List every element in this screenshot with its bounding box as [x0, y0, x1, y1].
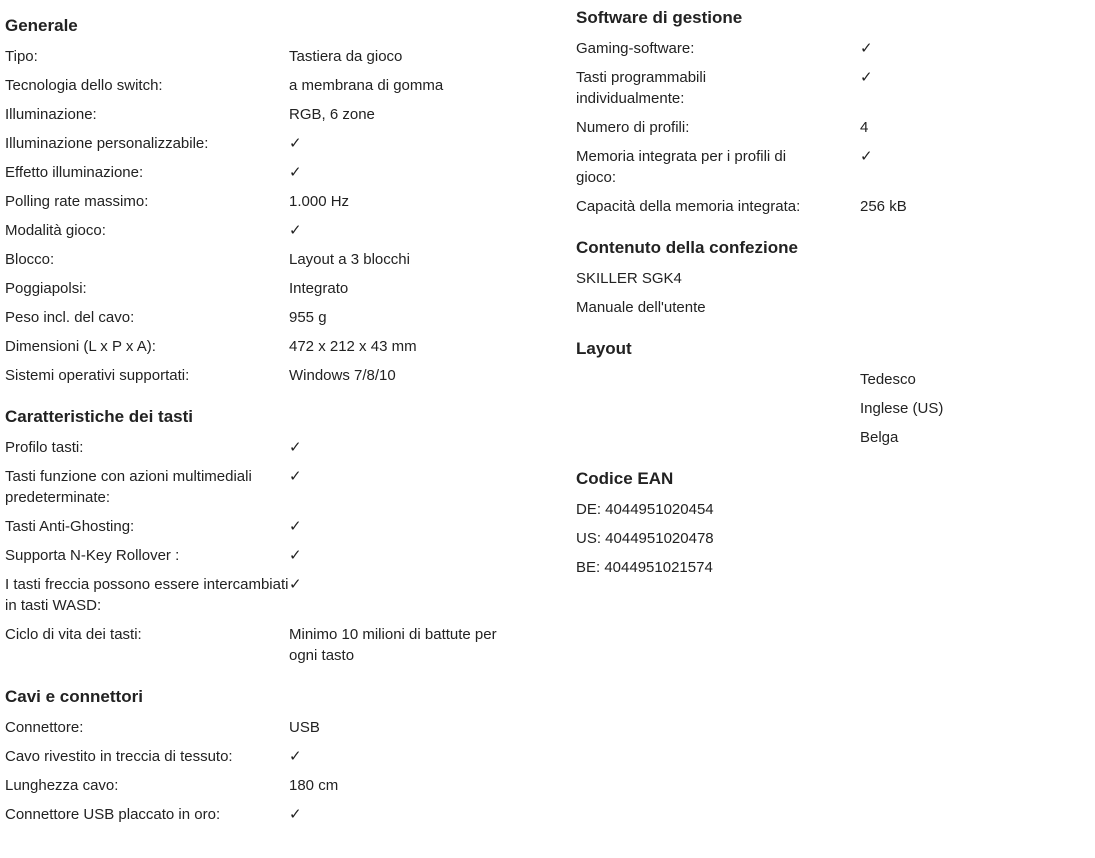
- section-cavi: [5, 674, 545, 825]
- spec-row: [576, 146, 1076, 188]
- section-ean: [576, 456, 1076, 578]
- spec-row: [5, 307, 545, 328]
- check-mark-icon: ✓: [289, 576, 302, 593]
- check-mark-icon: ✓: [289, 518, 302, 535]
- list-item: Inglese (US): [860, 400, 944, 417]
- spec-row: [5, 191, 545, 212]
- spec-row: [5, 104, 545, 125]
- spec-label: Connettore:: [5, 719, 84, 736]
- spec-list-generale: [5, 46, 545, 386]
- spec-label: Poggiapolsi:: [5, 280, 87, 297]
- spec-label: Tasti funzione con azioni multimediali predeterminate:: [5, 468, 252, 506]
- spec-row: [5, 249, 545, 270]
- section-title-tasti: Caratteristiche dei tasti: [5, 407, 194, 426]
- spec-row: [576, 196, 1076, 217]
- spec-label: Ciclo di vita dei tasti:: [5, 626, 142, 643]
- spec-value: 472 x 212 x 43 mm: [289, 338, 417, 355]
- spec-value: Minimo 10 milioni di battute per ogni tasto: [289, 626, 497, 664]
- section-title-cavi: Cavi e connettori: [5, 687, 143, 706]
- spec-value: 4: [860, 119, 869, 136]
- spec-label: Sistemi operativi supportati:: [5, 367, 190, 384]
- spec-row: [576, 117, 1076, 138]
- list-item: Belga: [860, 429, 899, 446]
- spec-value: Tastiera da gioco: [289, 48, 403, 65]
- check-mark-icon: ✓: [289, 222, 302, 239]
- spec-label: Illuminazione personalizzabile:: [5, 135, 209, 152]
- check-mark-icon: ✓: [289, 468, 302, 485]
- spec-list-cavi: [5, 717, 545, 825]
- spec-row: [5, 365, 545, 386]
- spec-row: [576, 67, 1076, 109]
- check-mark-icon: ✓: [860, 40, 873, 57]
- spec-row: [5, 775, 545, 796]
- spec-label: Peso incl. del cavo:: [5, 309, 135, 326]
- section-title-layout: Layout: [576, 339, 632, 358]
- spec-label: Supporta N-Key Rollover :: [5, 547, 180, 564]
- spec-row: [576, 38, 1076, 59]
- section-generale: [5, 0, 545, 386]
- spec-row: [5, 516, 545, 537]
- spec-row: [5, 162, 545, 183]
- spec-label: Polling rate massimo:: [5, 193, 149, 210]
- spec-row: [5, 278, 545, 299]
- spec-label: Tasti Anti-Ghosting:: [5, 518, 135, 535]
- spec-row: [5, 75, 545, 96]
- spec-label: Memoria integrata per i profili di gioco:: [576, 148, 787, 186]
- list-item: BE: 4044951021574: [576, 559, 713, 576]
- spec-row: [5, 746, 545, 767]
- spec-value: Windows 7/8/10: [289, 367, 396, 384]
- check-mark-icon: ✓: [860, 148, 873, 165]
- spec-row: [5, 624, 545, 666]
- check-mark-icon: ✓: [289, 806, 302, 823]
- section-title-software: Software di gestione: [576, 8, 743, 27]
- spec-label: Tipo:: [5, 48, 38, 65]
- spec-value: USB: [289, 719, 320, 736]
- section-title-ean: Codice EAN: [576, 469, 674, 488]
- section-title-generale: Generale: [5, 16, 78, 35]
- check-mark-icon: ✓: [289, 135, 302, 152]
- check-mark-icon: ✓: [289, 439, 302, 456]
- spec-row: [5, 804, 545, 825]
- spec-label: Cavo rivestito in treccia di tessuto:: [5, 748, 233, 765]
- spec-label: Profilo tasti:: [5, 439, 84, 456]
- spec-value: 180 cm: [289, 777, 339, 794]
- spec-label: Capacità della memoria integrata:: [576, 198, 801, 215]
- spec-value: Layout a 3 blocchi: [289, 251, 410, 268]
- spec-value: 955 g: [289, 309, 327, 326]
- spec-label: Dimensioni (L x P x A):: [5, 338, 156, 355]
- right-column: [576, 0, 1076, 586]
- spec-value: 1.000 Hz: [289, 193, 350, 210]
- check-mark-icon: ✓: [860, 69, 873, 86]
- spec-row: [5, 336, 545, 357]
- check-mark-icon: ✓: [289, 164, 302, 181]
- section-software: [576, 0, 1076, 217]
- spec-label: Illuminazione:: [5, 106, 97, 123]
- spec-row: [5, 133, 545, 154]
- section-layout: [576, 326, 1076, 448]
- spec-label: Effetto illuminazione:: [5, 164, 144, 181]
- spec-value: Integrato: [289, 280, 349, 297]
- list-item: US: 4044951020478: [576, 530, 714, 547]
- check-mark-icon: ✓: [289, 547, 302, 564]
- spec-label: Lunghezza cavo:: [5, 777, 119, 794]
- spec-label: Connettore USB placcato in oro:: [5, 806, 221, 823]
- spec-label: Blocco:: [5, 251, 55, 268]
- list-item: Manuale dell'utente: [576, 299, 706, 316]
- spec-row: [5, 466, 545, 508]
- section-contenuto: [576, 225, 1076, 318]
- spec-row: [5, 545, 545, 566]
- spec-row: [5, 574, 545, 616]
- spec-row: [5, 220, 545, 241]
- spec-label: Gaming-software:: [576, 40, 695, 57]
- list-item: Tedesco: [860, 371, 916, 388]
- spec-row: [5, 717, 545, 738]
- spec-value: 256 kB: [860, 198, 907, 215]
- spec-list-software: [576, 38, 1076, 217]
- spec-value: RGB, 6 zone: [289, 106, 375, 123]
- spec-label: Modalità gioco:: [5, 222, 106, 239]
- left-column: [5, 0, 545, 833]
- spec-row: [5, 437, 545, 458]
- spec-row: [5, 46, 545, 67]
- section-title-contenuto: Contenuto della confezione: [576, 238, 798, 257]
- spec-label: Numero di profili:: [576, 119, 690, 136]
- list-item: SKILLER SGK4: [576, 270, 682, 287]
- spec-label: Tecnologia dello switch:: [5, 77, 163, 94]
- section-tasti: [5, 394, 545, 666]
- spec-label: Tasti programmabili individualmente:: [576, 69, 707, 107]
- spec-label: I tasti freccia possono essere intercambiati in tasti WASD:: [5, 576, 289, 614]
- check-mark-icon: ✓: [289, 748, 302, 765]
- spec-list-tasti: [5, 437, 545, 666]
- list-item: DE: 4044951020454: [576, 501, 714, 518]
- spec-value: a membrana di gomma: [289, 77, 444, 94]
